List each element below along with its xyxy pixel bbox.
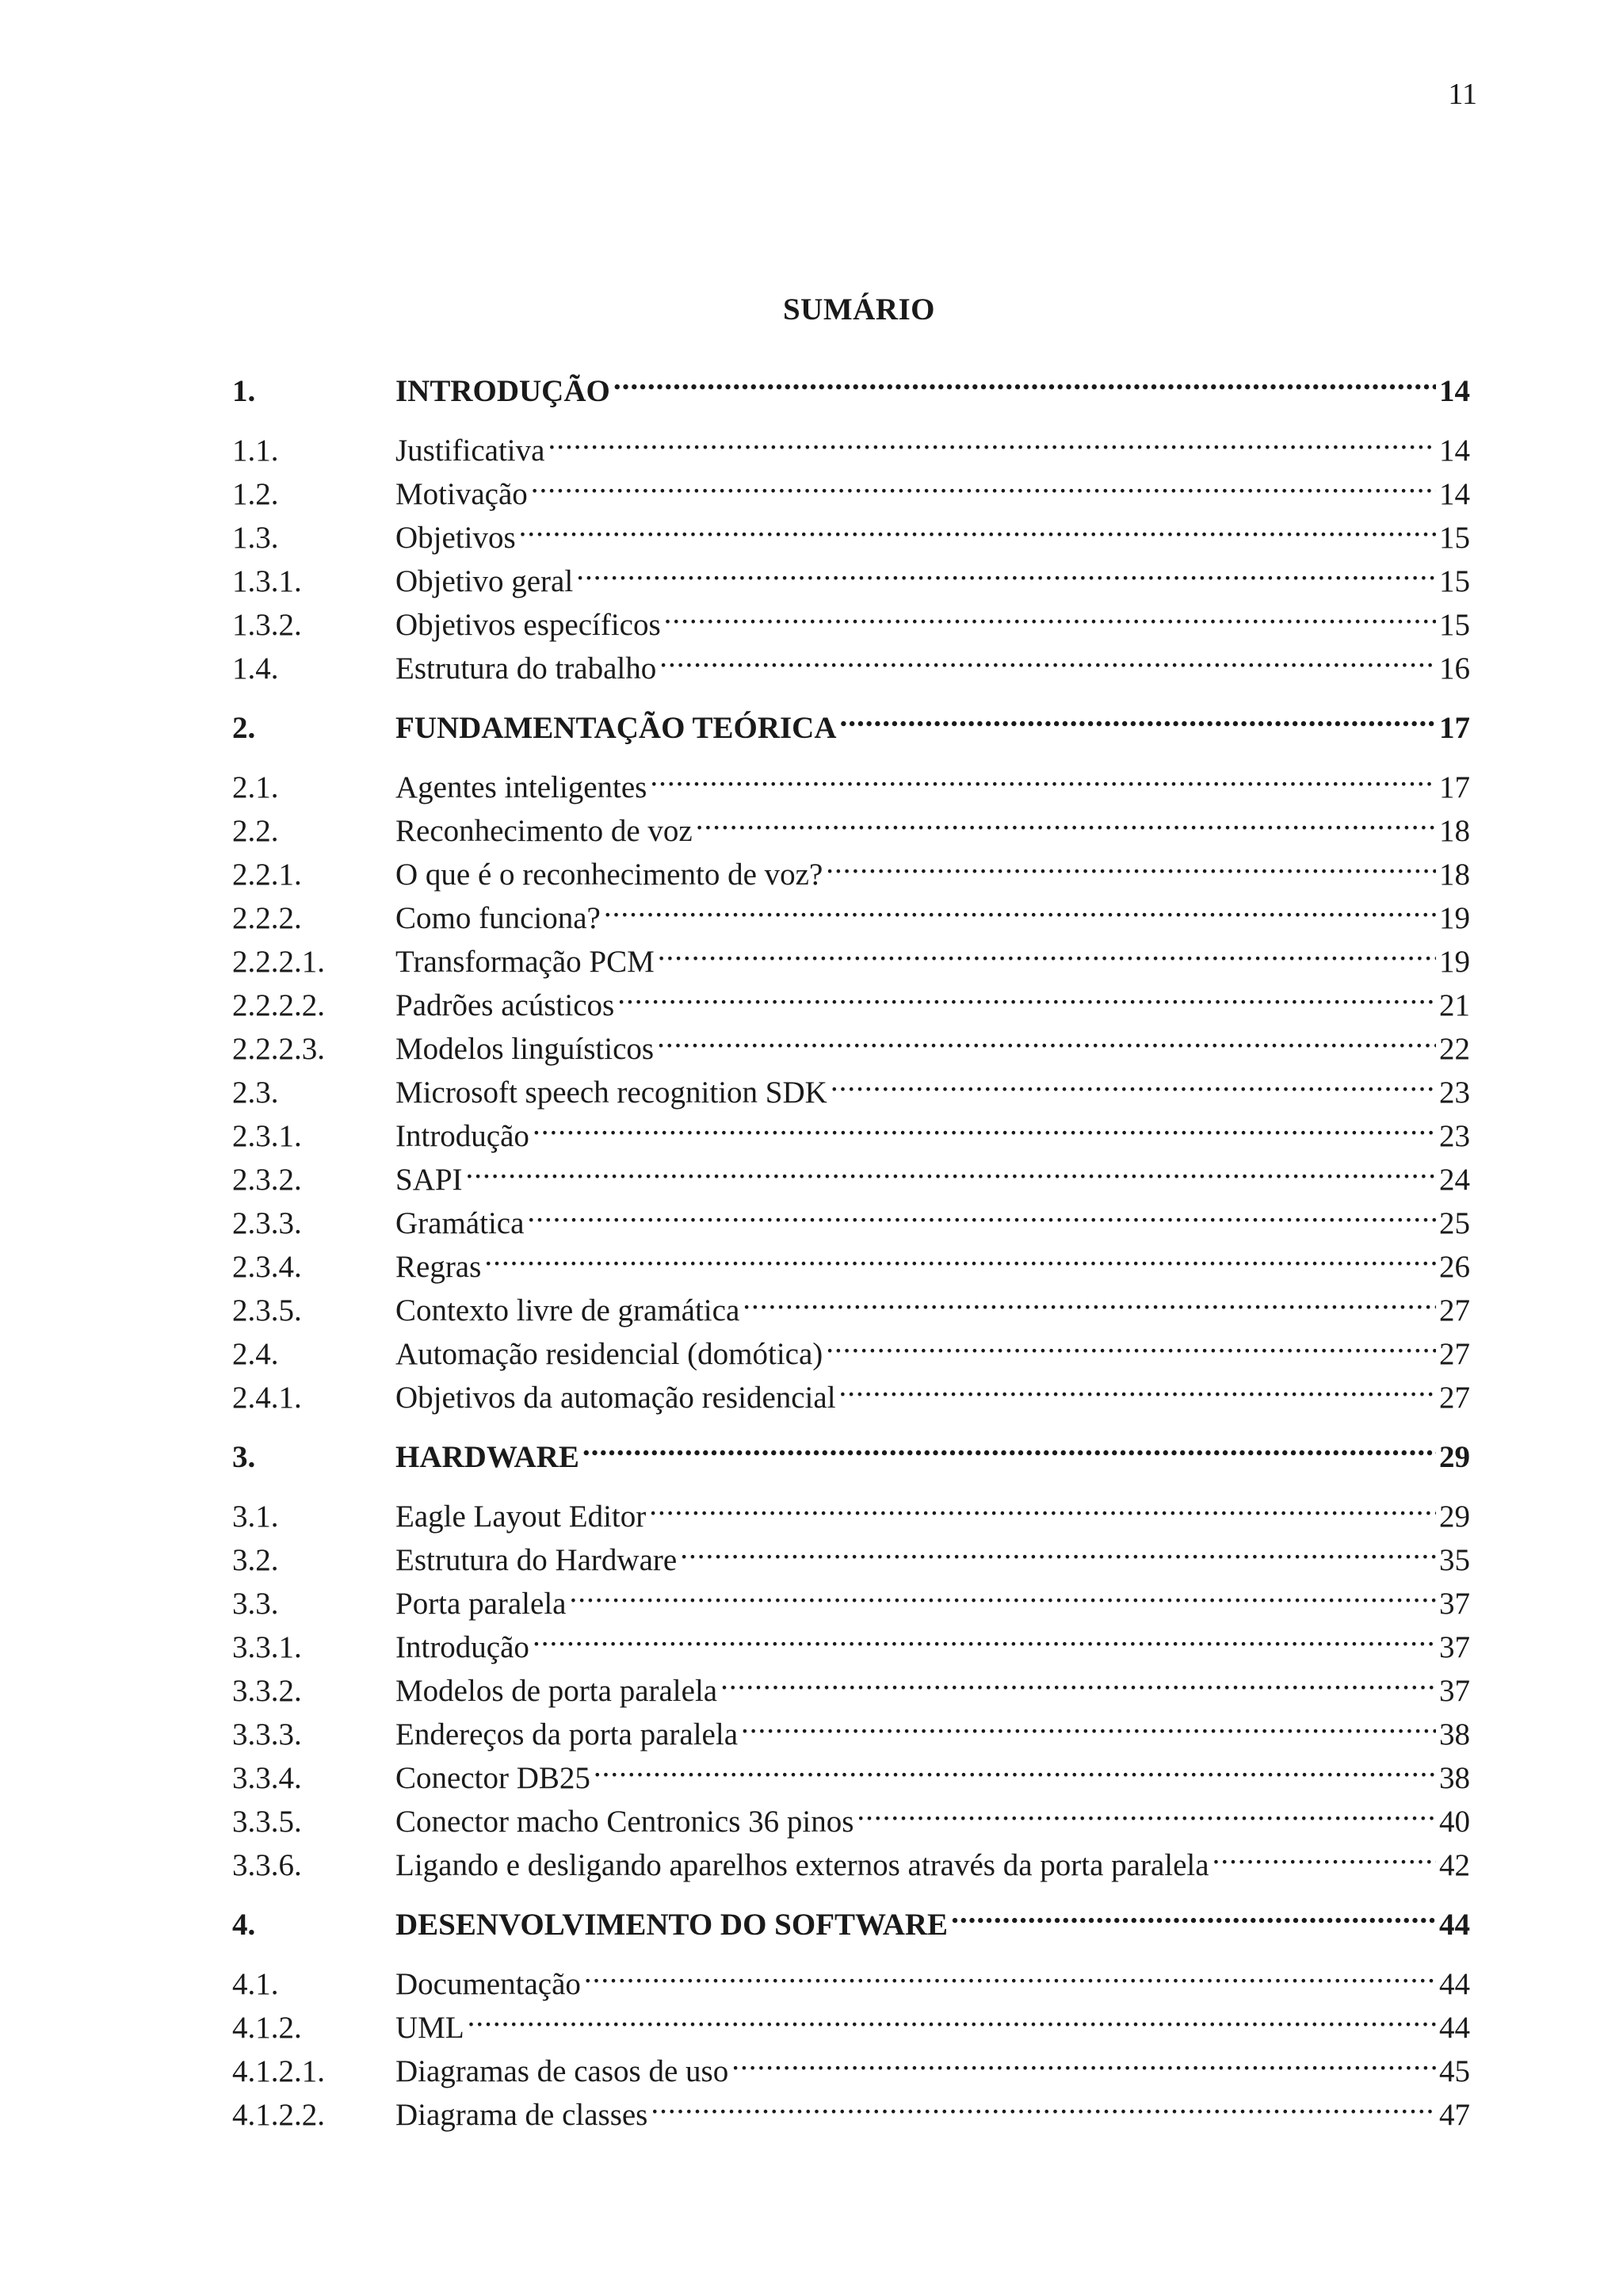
toc-entry-number: 1.2. (232, 477, 279, 511)
toc-chapter-entry[interactable] (232, 1423, 1470, 1474)
toc-entry-number: 3. (232, 1440, 256, 1474)
toc-entry-page: 23 (1439, 1119, 1470, 1153)
toc-entry-title: Objetivo geral (395, 564, 574, 598)
toc-dot-leader (658, 928, 1436, 972)
toc-entry-page: 42 (1439, 1848, 1470, 1882)
toc-entry-page: 29 (1439, 1440, 1470, 1474)
toc-dot-leader (468, 1994, 1436, 2038)
toc-entry-page: 16 (1439, 651, 1470, 686)
toc-entry-title: Endereços da porta paralela (395, 1717, 739, 1752)
toc-entry-number: 3.3. (232, 1587, 279, 1621)
toc-entry-page: 38 (1439, 1761, 1470, 1795)
toc-entry-number: 2.3.3. (232, 1206, 302, 1240)
toc-entry-number: 2.1. (232, 770, 279, 804)
toc-entry-title: Microsoft speech recognition SDK (395, 1075, 827, 1110)
toc-dot-leader (840, 694, 1437, 738)
toc-entry-number: 2.2.1. (232, 858, 302, 892)
toc-dot-leader (657, 1015, 1436, 1059)
toc-entry-page: 40 (1439, 1805, 1470, 1839)
toc-entry-page: 19 (1439, 945, 1470, 979)
toc-entry-page: 37 (1439, 1674, 1470, 1708)
toc-entry-number: 1.3. (232, 521, 279, 555)
toc-entry-title: UML (395, 2011, 464, 2045)
toc-entry-number: 3.3.5. (232, 1805, 302, 1839)
toc-entry-page: 19 (1439, 901, 1470, 935)
toc-dot-leader (594, 1744, 1436, 1788)
toc-dot-leader (857, 1788, 1436, 1832)
toc-entry-page: 17 (1439, 711, 1470, 745)
toc-entry[interactable] (232, 1950, 1470, 2001)
toc-entry-number: 3.3.6. (232, 1848, 302, 1882)
toc-dot-leader (826, 1320, 1436, 1364)
toc-entry-number: 2.2.2.2. (232, 988, 325, 1022)
toc-entry-page: 23 (1439, 1075, 1470, 1110)
toc-dot-leader (548, 417, 1436, 460)
toc-dot-leader (617, 972, 1436, 1015)
toc-entry-title: Ligando e desligando aparelhos externos através da porta paralela (395, 1848, 1209, 1882)
toc-entry-title: Porta paralela (395, 1587, 567, 1621)
toc-entry-title: Objetivos da automação residencial (395, 1381, 836, 1415)
toc-dot-leader (582, 1423, 1436, 1467)
toc-entry-title: Conector macho Centronics 36 pinos (395, 1805, 854, 1839)
toc-entry-title: O que é o reconhecimento de voz? (395, 858, 823, 892)
table-of-contents (232, 357, 1470, 2132)
toc-entry-number: 3.3.2. (232, 1674, 302, 1708)
toc-entry[interactable] (232, 1483, 1470, 1534)
toc-entry-page: 15 (1439, 521, 1470, 555)
toc-entry-title: Conector DB25 (395, 1761, 590, 1795)
toc-entry-number: 3.2. (232, 1543, 279, 1577)
toc-dot-leader (519, 504, 1436, 548)
toc-entry-title: Motivação (395, 477, 528, 511)
toc-dot-leader (604, 884, 1436, 928)
toc-entry-number: 2.2. (232, 814, 279, 848)
toc-dot-leader (649, 1483, 1436, 1526)
toc-entry-title: Diagramas de casos de uso (395, 2054, 729, 2088)
toc-entry-title: Eagle Layout Editor (395, 1499, 647, 1534)
toc-entry-title: FUNDAMENTAÇÃO TEÓRICA (395, 711, 837, 745)
toc-entry-number: 2. (232, 711, 256, 745)
toc-entry-title: Transformação PCM (395, 945, 655, 979)
toc-entry-page: 47 (1439, 2098, 1470, 2132)
toc-entry-number: 4.1.2.2. (232, 2098, 325, 2132)
toc-entry-title: Automação residencial (domótica) (395, 1337, 823, 1371)
toc-entry-page: 25 (1439, 1206, 1470, 1240)
toc-entry-title: Documentação (395, 1967, 581, 2001)
toc-entry-number: 1.1. (232, 434, 279, 468)
toc-entry-title: Gramática (395, 1206, 525, 1240)
toc-entry-title: Objetivos específicos (395, 608, 661, 642)
toc-entry-page: 15 (1439, 564, 1470, 598)
toc-heading: SUMÁRIO (782, 292, 935, 327)
toc-dot-leader (584, 1950, 1436, 1994)
toc-entry-page: 14 (1439, 477, 1470, 511)
toc-dot-leader (533, 1614, 1436, 1657)
toc-dot-leader (720, 1657, 1436, 1701)
toc-entry-number: 2.3.1. (232, 1119, 302, 1153)
toc-entry-number: 2.4.1. (232, 1381, 302, 1415)
toc-chapter-entry[interactable] (232, 1891, 1470, 1942)
toc-entry-page: 27 (1439, 1381, 1470, 1415)
toc-entry-title: Como funciona? (395, 901, 601, 935)
toc-dot-leader (466, 1146, 1436, 1190)
toc-entry-page: 45 (1439, 2054, 1470, 2088)
toc-entry-title: Diagrama de classes (395, 2098, 648, 2132)
toc-dot-leader (651, 2081, 1436, 2125)
toc-entry-title: Estrutura do trabalho (395, 651, 657, 686)
toc-dot-leader (659, 635, 1436, 678)
toc-entry-number: 3.1. (232, 1499, 279, 1534)
toc-entry-title: Introdução (395, 1630, 529, 1664)
toc-entry-title: Reconhecimento de voz (395, 814, 693, 848)
toc-dot-leader (743, 1277, 1436, 1320)
toc-dot-leader (576, 548, 1436, 591)
toc-entry[interactable] (232, 417, 1470, 468)
toc-entry-page: 44 (1439, 1908, 1470, 1942)
toc-entry-title: Objetivos (395, 521, 516, 555)
toc-dot-leader (484, 1233, 1436, 1277)
toc-entry-title: Agentes inteligentes (395, 770, 647, 804)
toc-entry-page: 44 (1439, 2011, 1470, 2045)
toc-entry-page: 27 (1439, 1293, 1470, 1328)
toc-entry-title: Modelos de porta paralela (395, 1674, 718, 1708)
toc-dot-leader (696, 797, 1436, 841)
toc-entry-number: 2.2.2. (232, 901, 302, 935)
toc-entry-page: 27 (1439, 1337, 1470, 1371)
toc-entry-number: 2.3.5. (232, 1293, 302, 1328)
toc-entry[interactable] (232, 754, 1470, 804)
toc-entry-number: 2.3. (232, 1075, 279, 1110)
toc-entry-page: 37 (1439, 1630, 1470, 1664)
toc-dot-leader (731, 2038, 1436, 2081)
toc-entry-page: 18 (1439, 814, 1470, 848)
toc-dot-leader (680, 1526, 1436, 1570)
toc-entry-title: Modelos linguísticos (395, 1032, 655, 1066)
toc-entry-number: 2.2.2.3. (232, 1032, 325, 1066)
toc-dot-leader (533, 1102, 1436, 1146)
toc-entry-page: 38 (1439, 1717, 1470, 1752)
toc-chapter-entry[interactable] (232, 357, 1470, 408)
toc-entry-title: Padrões acústicos (395, 988, 615, 1022)
toc-entry-page: 18 (1439, 858, 1470, 892)
toc-entry-number: 4.1.2. (232, 2011, 302, 2045)
toc-entry-page: 15 (1439, 608, 1470, 642)
toc-entry-number: 4.1. (232, 1967, 279, 2001)
toc-entry-number: 3.3.3. (232, 1717, 302, 1752)
toc-dot-leader (531, 460, 1436, 504)
toc-entry-title: SAPI (395, 1163, 463, 1197)
toc-dot-leader (569, 1570, 1436, 1614)
toc-dot-leader (826, 841, 1436, 884)
toc-dot-leader (741, 1701, 1436, 1744)
toc-entry-number: 1.3.1. (232, 564, 302, 598)
toc-dot-leader (664, 591, 1436, 635)
toc-entry-title: DESENVOLVIMENTO DO SOFTWARE (395, 1908, 949, 1942)
toc-entry-number: 4.1.2.1. (232, 2054, 325, 2088)
toc-entry-page: 29 (1439, 1499, 1470, 1534)
toc-chapter-entry[interactable] (232, 694, 1470, 745)
toc-entry-page: 17 (1439, 770, 1470, 804)
toc-entry-page: 24 (1439, 1163, 1470, 1197)
toc-entry-title: Introdução (395, 1119, 529, 1153)
toc-entry-page: 44 (1439, 1967, 1470, 2001)
toc-entry-page: 26 (1439, 1250, 1470, 1284)
toc-dot-leader (613, 357, 1436, 401)
toc-dot-leader (527, 1190, 1436, 1233)
toc-dot-leader (839, 1364, 1436, 1408)
toc-entry-title: Contexto livre de gramática (395, 1293, 740, 1328)
toc-entry-number: 1.4. (232, 651, 279, 686)
toc-entry-number: 2.2.2.1. (232, 945, 325, 979)
toc-entry-title: HARDWARE (395, 1440, 579, 1474)
toc-entry-title: INTRODUÇÃO (395, 374, 610, 408)
toc-entry-title: Regras (395, 1250, 482, 1284)
toc-dot-leader (951, 1891, 1436, 1935)
toc-entry-title: Justificativa (395, 434, 545, 468)
toc-dot-leader (831, 1059, 1436, 1102)
toc-entry-page: 14 (1439, 434, 1470, 468)
toc-entry-page: 37 (1439, 1587, 1470, 1621)
toc-entry-page: 35 (1439, 1543, 1470, 1577)
page-number: 11 (1448, 78, 1477, 111)
toc-entry-number: 4. (232, 1908, 256, 1942)
toc-entry-number: 2.3.2. (232, 1163, 302, 1197)
toc-entry-page: 21 (1439, 988, 1470, 1022)
toc-entry-number: 2.3.4. (232, 1250, 302, 1284)
toc-entry-number: 1.3.2. (232, 608, 302, 642)
toc-entry-page: 22 (1439, 1032, 1470, 1066)
toc-entry-number: 3.3.4. (232, 1761, 302, 1795)
toc-entry-title: Estrutura do Hardware (395, 1543, 678, 1577)
toc-entry-number: 1. (232, 374, 256, 408)
toc-dot-leader (1212, 1832, 1436, 1875)
toc-dot-leader (650, 754, 1436, 797)
toc-entry-number: 2.4. (232, 1337, 279, 1371)
toc-entry-number: 3.3.1. (232, 1630, 302, 1664)
toc-entry-page: 14 (1439, 374, 1470, 408)
